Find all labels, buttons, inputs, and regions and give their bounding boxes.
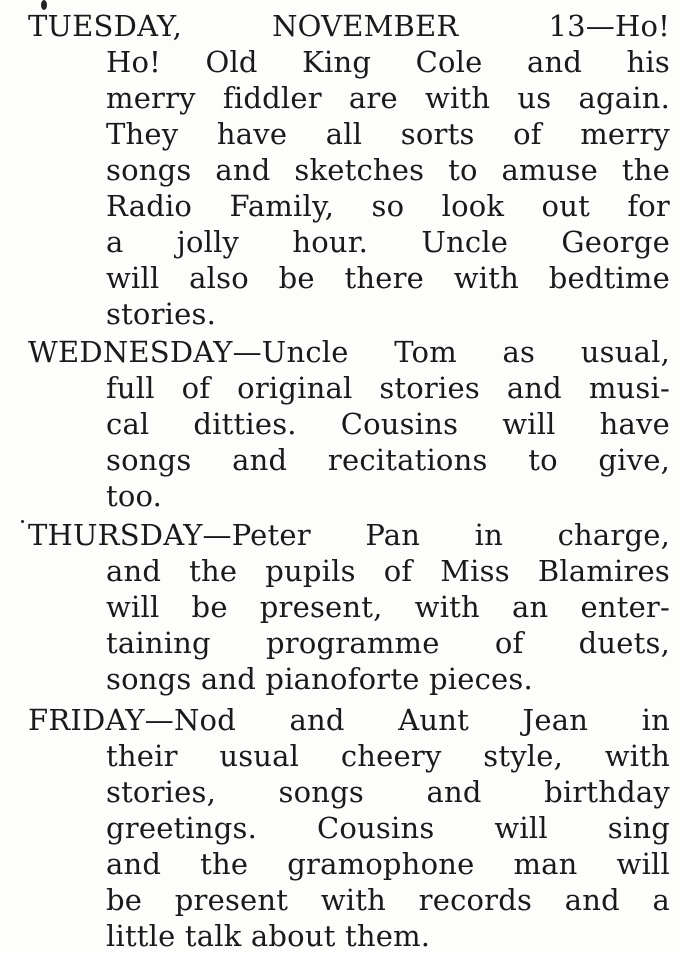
entry-line: full of original stories and musi- — [106, 371, 670, 405]
entry-friday — [28, 702, 670, 954]
entry-line: be present with records and a — [106, 883, 670, 917]
entry-line: They have all sorts of merry — [106, 117, 670, 151]
entry-line: too. — [106, 479, 163, 513]
entry-wednesday — [28, 334, 670, 514]
entry-line: songs and recitations to give, — [106, 443, 670, 477]
entry-line: merry fiddler are with us again. — [106, 81, 670, 115]
entry-line: Ho! Old King Cole and his — [106, 45, 670, 79]
entry-line: cal ditties. Cousins will have — [106, 407, 670, 441]
entry-line: stories, songs and birthday — [106, 775, 670, 809]
entry-line: songs and sketches to amuse the — [106, 153, 670, 187]
entry-tuesday — [28, 8, 670, 332]
entry-line: taining programme of duets, — [106, 626, 670, 660]
entry-line: will also be there with bedtime — [106, 261, 670, 295]
entry-line: will be present, with an enter- — [106, 590, 670, 624]
entry-line: little talk about them. — [106, 919, 431, 953]
entry-line: WEDNESDAY—Uncle Tom as usual, — [28, 335, 670, 369]
entry-thursday — [28, 517, 670, 697]
entry-line: their usual cheery style, with — [106, 739, 670, 773]
entry-line: and the gramophone man will — [106, 847, 670, 881]
entry-line: greetings. Cousins will sing — [106, 811, 670, 845]
ink-speck — [21, 520, 24, 523]
entry-line: TUESDAY, NOVEMBER 13—Ho! — [28, 9, 670, 43]
entry-line: Radio Family, so look out for — [106, 189, 670, 223]
entry-line: FRIDAY—Nod and Aunt Jean in — [28, 703, 670, 737]
entry-line: THURSDAY—Peter Pan in charge, — [28, 518, 670, 552]
entry-line: and the pupils of Miss Blamires — [106, 554, 670, 588]
entry-line: songs and pianoforte pieces. — [106, 662, 533, 696]
entry-line: a jolly hour. Uncle George — [106, 225, 670, 259]
entry-line: stories. — [106, 297, 216, 331]
